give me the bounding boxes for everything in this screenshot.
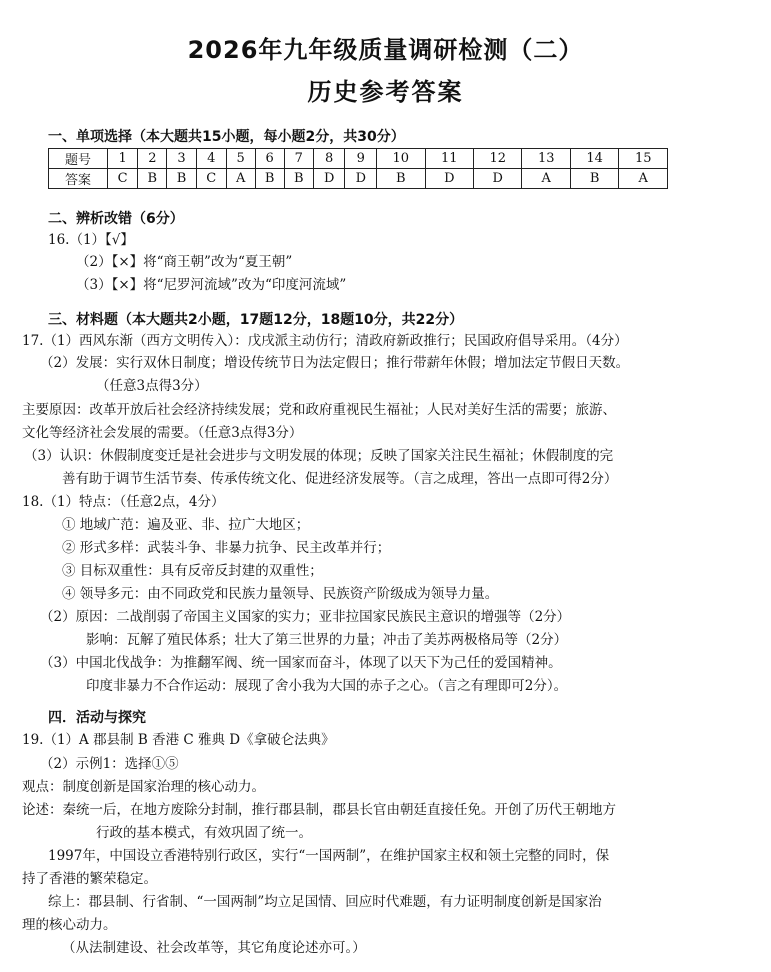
table-cell: D: [425, 169, 473, 189]
table-cell: D: [313, 169, 345, 189]
table-cell: C: [196, 169, 226, 189]
table-cell: A: [522, 169, 570, 189]
table-cell: D: [474, 169, 522, 189]
q17-part3-cont: 善有助于调节生活节奏、传承传统文化、促进经济发展等。（言之成理，答出一点即可得2分）: [62, 471, 618, 487]
table-header-cell: 题号: [49, 149, 108, 169]
table-cell: 10: [377, 149, 425, 169]
table-cell: B: [377, 169, 425, 189]
table-cell: B: [138, 169, 167, 189]
q19-conclusion-cont: 理的核心动力。: [22, 917, 117, 933]
q17-reasons-cont: 文化等经济社会发展的需要。（任意3点得3分）: [22, 425, 303, 441]
page-subtitle: 历史参考答案: [307, 78, 464, 106]
q19-conclusion: 综上：郡县制、行省制、“一国两制”均立足国情、回应时代难题，有力证明制度创新是国家治: [48, 894, 602, 910]
q16-part3: （3）【×】将“尼罗河流域”改为“印度河流域”: [76, 277, 347, 293]
table-cell: 5: [226, 149, 255, 169]
table-cell: 8: [313, 149, 345, 169]
q19-argument-cont: 行政的基本模式，有效巩固了统一。: [96, 825, 312, 841]
table-cell: 9: [345, 149, 377, 169]
table-cell: 6: [255, 149, 284, 169]
table-cell: 13: [522, 149, 570, 169]
q18-feature-3: ③ 目标双重性：具有反帝反封建的双重性；: [62, 563, 323, 579]
table-cell: A: [226, 169, 255, 189]
q17-reasons: 主要原因：改革开放后社会经济持续发展；党和政府重视民生福祉；人民对美好生活的需要；旅游、: [22, 402, 616, 418]
q18-part2-impact: 影响：瓦解了殖民体系；壮大了第三世界的力量；冲击了美苏两极格局等（2分）: [86, 632, 568, 648]
table-cell: 7: [284, 149, 313, 169]
q19-part2: （2）示例1：选择①⑤: [40, 756, 179, 772]
section-4-heading: 四．活动与探究: [48, 710, 146, 726]
table-header-cell: 答案: [49, 169, 108, 189]
q17-part2-note: （任意3点得3分）: [96, 378, 208, 394]
q18-part3: （3）中国北伐战争：为推翻军阀、统一国家而奋斗，体现了以天下为己任的爱国精神。: [40, 655, 562, 671]
q18-part2-reasons: （2）原因：二战削弱了帝国主义国家的实力；亚非拉国家民族民主意识的增强等（2分）: [40, 609, 571, 625]
page-title: 2026年九年级质量调研检测（二）: [187, 36, 584, 64]
table-cell: B: [255, 169, 284, 189]
table-cell: A: [619, 169, 668, 189]
table-cell: 1: [108, 149, 138, 169]
section-1-heading: 一、单项选择（本大题共15小题，每小题2分，共30分）: [48, 129, 405, 145]
table-cell: B: [284, 169, 313, 189]
table-cell: B: [167, 169, 196, 189]
table-cell: 15: [619, 149, 668, 169]
table-cell: C: [108, 169, 138, 189]
q18-part3-cont: 印度非暴力不合作运动：展现了舍小我为大国的赤子之心。（言之有理即可2分）。: [86, 678, 568, 694]
table-cell: D: [345, 169, 377, 189]
q18-part1: 18.（1）特点：（任意2点，4分）: [22, 494, 225, 510]
q19-note: （从法制建设、社会改革等，其它角度论述亦可。）: [62, 940, 366, 956]
q16-part2: （2）【×】将“商王朝”改为“夏王朝”: [76, 254, 293, 270]
table-cell: 4: [196, 149, 226, 169]
table-cell: B: [570, 169, 618, 189]
q18-feature-4: ④ 领导多元：由不同政党和民族力量领导、民族资产阶级成为领导力量。: [62, 586, 499, 602]
table-cell: 3: [167, 149, 196, 169]
table-cell: 12: [474, 149, 522, 169]
q18-feature-1: ① 地域广范：遍及亚、非、拉广大地区；: [62, 517, 310, 533]
q19-hongkong-cont: 持了香港的繁荣稳定。: [22, 871, 157, 887]
q16-part1: 16.（1）【√】: [48, 232, 134, 248]
q19-hongkong: 1997年，中国设立香港特别行政区，实行“一国两制”，在维护国家主权和领土完整的同时，保: [48, 848, 610, 864]
q18-feature-2: ② 形式多样：武装斗争、非暴力抗争、民主改革并行；: [62, 540, 391, 556]
q17-part1: 17.（1）西风东渐（西方文明传入）：戊戌派主动仿行；清政府新政推行；民国政府倡导采用。（4分）: [22, 333, 628, 349]
q17-part3: （3）认识：休假制度变迁是社会进步与文明发展的体现；反映了国家关注民生福祉；休假制度的完: [24, 448, 614, 464]
section-3-heading: 三、材料题（本大题共2小题，17题12分，18题10分，共22分）: [48, 312, 464, 328]
q19-part1: 19.（1）A 郡县制 B 香港 C 雅典 D《拿破仑法典》: [22, 732, 335, 748]
q19-argument: 论述：秦统一后，在地方废除分封制，推行郡县制，郡县长官由朝廷直接任免。开创了历代王朝地方: [22, 802, 616, 818]
table-row-numbers: [49, 149, 668, 169]
section-2-heading: 二、辨析改错（6分）: [48, 211, 184, 227]
answer-table: [48, 148, 668, 189]
table-cell: 14: [570, 149, 618, 169]
table-cell: 2: [138, 149, 167, 169]
table-cell: 11: [425, 149, 473, 169]
table-row-answers: [49, 169, 668, 189]
q19-viewpoint: 观点：制度创新是国家治理的核心动力。: [22, 779, 265, 795]
q17-part2: （2）发展：实行双休日制度；增设传统节日为法定假日；推行带薪年休假；增加法定节假日天数。: [40, 355, 630, 371]
